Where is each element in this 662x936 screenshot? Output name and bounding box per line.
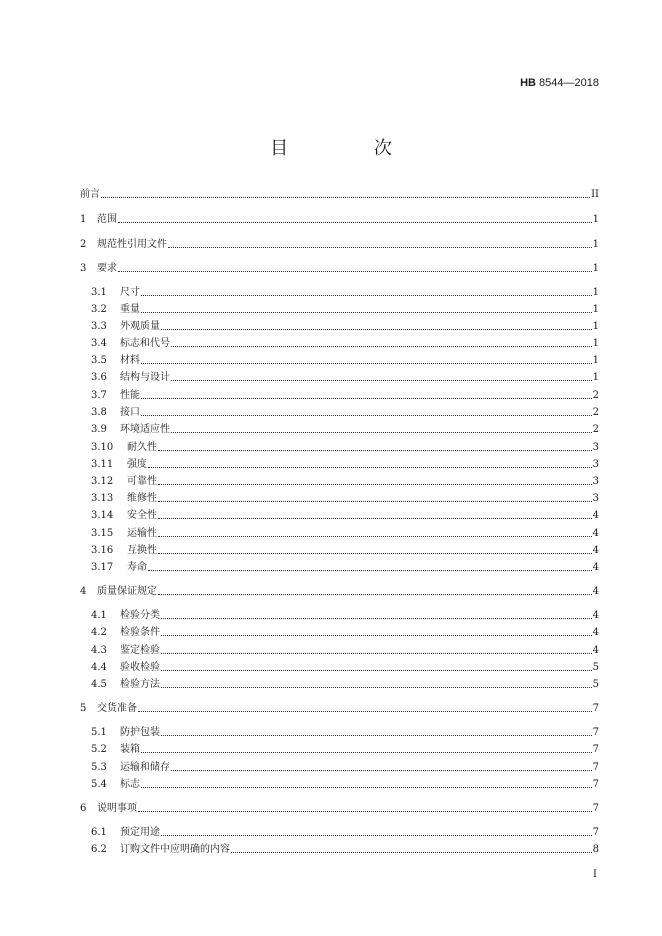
- toc-leader-dots: [141, 311, 592, 313]
- toc-entry-label: 装箱: [120, 744, 140, 755]
- toc-entry-page: 3: [592, 493, 599, 504]
- toc-entry-label: 检验分类: [120, 610, 160, 621]
- toc-entry[interactable]: [91, 354, 599, 368]
- toc-entry-number: 5.1: [91, 727, 107, 738]
- toc-entry-label: 说明事项: [97, 803, 137, 814]
- toc-entry[interactable]: [80, 802, 599, 816]
- toc-entry-label: 维修性: [127, 493, 157, 504]
- toc-entry[interactable]: [91, 843, 599, 857]
- toc-entry-label: 订购文件中应明确的内容: [120, 844, 230, 855]
- toc-entry[interactable]: [91, 609, 599, 623]
- footer-page-number: I: [593, 869, 597, 880]
- toc-entry-page: 4: [592, 510, 599, 521]
- toc-entry-label: 运输和储存: [120, 762, 170, 773]
- toc-entry[interactable]: [80, 213, 599, 227]
- toc-entry-number: 3.1: [91, 287, 107, 298]
- toc-entry-page: 7: [592, 803, 599, 814]
- toc-entry-label: 安全性: [127, 510, 157, 521]
- toc-entry[interactable]: [80, 585, 599, 599]
- toc-entry-number: 6: [80, 803, 87, 814]
- toc-entry-number: 3.5: [91, 355, 107, 366]
- toc-entry-number: 4.3: [91, 645, 107, 656]
- toc-entry-page: 4: [592, 528, 599, 539]
- toc-entry-number: 3: [80, 263, 87, 274]
- toc-entry-page: 3: [592, 459, 599, 470]
- toc-entry-number: 3.12: [91, 476, 114, 487]
- toc-entry-number: 3.14: [91, 510, 114, 521]
- toc-entry-number: 4.2: [91, 627, 107, 638]
- toc-entry[interactable]: [80, 188, 599, 202]
- toc-entry-label: 防护包装: [120, 727, 160, 738]
- toc-leader-dots: [148, 569, 592, 571]
- toc-leader-dots: [141, 294, 592, 296]
- toc-entry-label: 重量: [120, 304, 140, 315]
- toc-leader-dots: [168, 246, 592, 248]
- toc-entry-number: 1: [80, 214, 87, 225]
- toc-leader-dots: [171, 769, 592, 771]
- toc-entry-page: 4: [592, 645, 599, 656]
- toc-entry-page: 7: [592, 827, 599, 838]
- toc-leader-dots: [158, 500, 592, 502]
- toc-entry-page: 1: [592, 355, 599, 366]
- toc-entry-label: 材料: [120, 355, 140, 366]
- toc-entry-label: 交货准备: [97, 703, 137, 714]
- toc-entry-number: 5.3: [91, 762, 107, 773]
- toc-entry[interactable]: [91, 441, 599, 455]
- toc-leader-dots: [158, 552, 592, 554]
- toc-entry-label: 外观质量: [120, 321, 160, 332]
- toc-entry[interactable]: [91, 389, 599, 403]
- toc-entry-label: 互换性: [127, 545, 157, 556]
- toc-entry[interactable]: [91, 492, 599, 506]
- standard-code: [520, 77, 599, 89]
- toc-entry-number: 5.4: [91, 779, 107, 790]
- toc-entry[interactable]: [91, 423, 599, 437]
- toc-entry-number: 4.1: [91, 610, 107, 621]
- toc-entry-label: 前言: [80, 189, 100, 200]
- toc-entry-number: 4: [80, 586, 87, 597]
- toc-entry-number: 3.9: [91, 424, 107, 435]
- toc-entry-number: 3.7: [91, 390, 107, 401]
- toc-entry[interactable]: [91, 320, 599, 334]
- toc-entry-label: 规范性引用文件: [97, 239, 167, 250]
- toc-entry[interactable]: [91, 726, 599, 740]
- toc-entry[interactable]: [91, 778, 599, 792]
- toc-leader-dots: [171, 345, 592, 347]
- toc-leader-dots: [161, 652, 592, 654]
- toc-leader-dots: [158, 517, 592, 519]
- toc-leader-dots: [158, 535, 592, 537]
- toc-leader-dots: [141, 786, 592, 788]
- toc-leader-dots: [161, 634, 592, 636]
- toc-entry-number: 4.5: [91, 679, 107, 690]
- toc-leader-dots: [231, 851, 592, 853]
- toc-entry[interactable]: [91, 527, 599, 541]
- toc-leader-dots: [148, 466, 592, 468]
- toc-entry-number: 3.13: [91, 493, 114, 504]
- toc-entry[interactable]: [91, 826, 599, 840]
- toc-entry-page: 3: [592, 476, 599, 487]
- toc-entry-label: 鉴定检验: [120, 645, 160, 656]
- toc-leader-dots: [161, 734, 592, 736]
- toc-entry[interactable]: [91, 561, 599, 575]
- page-title: 目 次: [270, 138, 432, 159]
- toc-entry-label: 范围: [97, 214, 117, 225]
- toc-entry-page: 7: [592, 703, 599, 714]
- toc-leader-dots: [138, 810, 592, 812]
- toc-entry[interactable]: [91, 661, 599, 675]
- toc-entry-page: 7: [592, 779, 599, 790]
- toc-entry-page: II: [591, 189, 599, 200]
- toc-leader-dots: [118, 270, 592, 272]
- toc-leader-dots: [158, 483, 592, 485]
- toc-entry-number: 3.3: [91, 321, 107, 332]
- toc-leader-dots: [141, 751, 592, 753]
- toc-entry-page: 2: [592, 424, 599, 435]
- toc-leader-dots: [141, 414, 592, 416]
- toc-entry-page: 5: [592, 662, 599, 673]
- toc-entry-number: 6.2: [91, 844, 107, 855]
- toc-entry-label: 环境适应性: [120, 424, 170, 435]
- toc-entry-page: 1: [592, 214, 599, 225]
- toc-entry-number: 3.8: [91, 407, 107, 418]
- toc-entry[interactable]: [91, 286, 599, 300]
- toc-entry[interactable]: [91, 337, 599, 351]
- toc-entry-label: 寿命: [127, 562, 147, 573]
- toc-entry-page: 2: [592, 390, 599, 401]
- toc-entry-page: 7: [592, 762, 599, 773]
- toc-entry[interactable]: [91, 644, 599, 658]
- toc-entry-label: 可靠性: [127, 476, 157, 487]
- toc-entry-number: 5.2: [91, 744, 107, 755]
- toc-entry-number: 6.1: [91, 827, 107, 838]
- toc-entry[interactable]: [91, 761, 599, 775]
- toc-entry-label: 预定用途: [120, 827, 160, 838]
- toc-entry-page: 4: [592, 610, 599, 621]
- toc-entry-number: 2: [80, 239, 87, 250]
- toc-entry[interactable]: [91, 371, 599, 385]
- toc-entry-number: 4.4: [91, 662, 107, 673]
- toc-entry-label: 检验方法: [120, 679, 160, 690]
- toc-entry-number: 3.10: [91, 442, 114, 453]
- toc-entry-page: 1: [592, 304, 599, 315]
- toc-entry-label: 尺寸: [120, 287, 140, 298]
- toc-entry-label: 接口: [120, 407, 140, 418]
- toc-entry-number: 5: [80, 703, 87, 714]
- toc-entry-label: 质量保证规定: [97, 586, 157, 597]
- toc-entry[interactable]: [91, 406, 599, 420]
- toc-entry[interactable]: [91, 678, 599, 692]
- toc-entry-page: 1: [592, 239, 599, 250]
- toc-entry[interactable]: [91, 626, 599, 640]
- toc-entry-page: 4: [592, 562, 599, 573]
- toc-entry-label: 要求: [97, 263, 117, 274]
- toc-leader-dots: [141, 362, 592, 364]
- toc-leader-dots: [161, 617, 592, 619]
- toc-entry-number: 3.16: [91, 545, 114, 556]
- toc-leader-dots: [158, 449, 592, 451]
- toc-entry-label: 性能: [120, 390, 140, 401]
- toc-entry-page: 8: [592, 844, 599, 855]
- toc-entry-page: 1: [592, 287, 599, 298]
- toc-entry[interactable]: [80, 238, 599, 252]
- toc-entry[interactable]: [80, 262, 599, 276]
- toc-entry-label: 耐久性: [127, 442, 157, 453]
- toc-leader-dots: [171, 379, 592, 381]
- toc-entry-page: 1: [592, 321, 599, 332]
- toc-entry-label: 结构与设计: [120, 372, 170, 383]
- toc-entry-number: 3.15: [91, 528, 114, 539]
- toc-entry-label: 检验条件: [120, 627, 160, 638]
- toc-entry-number: 3.11: [91, 459, 114, 470]
- toc-entry[interactable]: [91, 544, 599, 558]
- toc-entry-label: 标志和代号: [120, 338, 170, 349]
- toc-entry-number: 3.2: [91, 304, 107, 315]
- standard-number: 8544—2018: [539, 77, 599, 89]
- toc-entry-page: 7: [592, 727, 599, 738]
- toc-entry-page: 5: [592, 679, 599, 690]
- toc-entry-number: 3.6: [91, 372, 107, 383]
- toc-leader-dots: [118, 221, 592, 223]
- toc-entry-number: 3.4: [91, 338, 107, 349]
- toc-entry-number: 3.17: [91, 562, 114, 573]
- standard-prefix: HB: [520, 77, 536, 89]
- toc-entry-label: 标志: [120, 779, 140, 790]
- toc-entry-page: 1: [592, 372, 599, 383]
- toc-leader-dots: [101, 196, 590, 198]
- toc-entry[interactable]: [80, 702, 599, 716]
- toc-entry-page: 1: [592, 338, 599, 349]
- toc-entry[interactable]: [91, 743, 599, 757]
- toc-leader-dots: [161, 686, 592, 688]
- toc-entry-label: 强度: [127, 459, 147, 470]
- toc-entry-page: 7: [592, 744, 599, 755]
- toc-entry-page: 3: [592, 442, 599, 453]
- toc-leader-dots: [161, 834, 592, 836]
- toc-leader-dots: [171, 431, 592, 433]
- toc-entry-page: 4: [592, 586, 599, 597]
- toc-entry[interactable]: [91, 509, 599, 523]
- toc-entry-page: 2: [592, 407, 599, 418]
- toc-leader-dots: [141, 397, 592, 399]
- toc-entry-label: 运输性: [127, 528, 157, 539]
- toc-leader-dots: [161, 669, 592, 671]
- toc-leader-dots: [138, 710, 592, 712]
- toc-entry[interactable]: [91, 475, 599, 489]
- toc-entry-page: 4: [592, 545, 599, 556]
- toc-entry-page: 1: [592, 263, 599, 274]
- toc-entry[interactable]: [91, 303, 599, 317]
- toc-leader-dots: [161, 328, 592, 330]
- toc-entry[interactable]: [91, 458, 599, 472]
- toc-leader-dots: [158, 593, 592, 595]
- toc-entry-label: 验收检验: [120, 662, 160, 673]
- toc-entry-page: 4: [592, 627, 599, 638]
